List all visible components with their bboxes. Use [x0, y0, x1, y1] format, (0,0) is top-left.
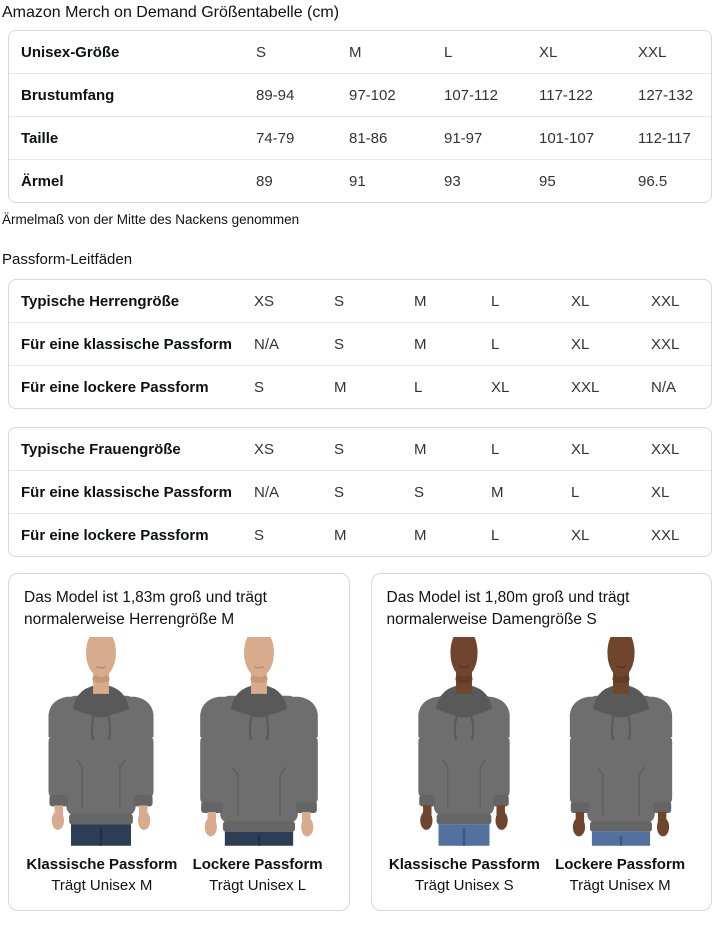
- model-cards: [8, 573, 712, 911]
- size-value: XXL: [651, 526, 680, 544]
- row-label: Für eine klassische Passform: [21, 483, 232, 501]
- size-value: S: [254, 378, 265, 396]
- size-value: 91: [349, 172, 366, 190]
- size-value: M: [414, 440, 427, 458]
- model-photo-male-loose: [184, 637, 334, 852]
- size-value: XL: [571, 526, 590, 544]
- fit-label: Lockere Passform: [192, 856, 323, 873]
- mens-fit-table: [8, 279, 712, 409]
- row-label: Typische Frauengröße: [21, 440, 181, 458]
- size-value: XXL: [651, 335, 680, 353]
- caption: [387, 855, 543, 898]
- table-row: [9, 322, 711, 365]
- table-row: [9, 428, 711, 470]
- fit-guides-heading: Passform-Leitfäden: [2, 251, 133, 268]
- size-value: 96.5: [638, 172, 668, 190]
- table-header-row: [9, 31, 711, 73]
- size-value: S: [334, 440, 345, 458]
- size-value: S: [254, 526, 265, 544]
- womens-fit-table: [8, 427, 712, 557]
- row-label: Ärmel: [21, 172, 64, 190]
- column-header: XXL: [638, 43, 667, 61]
- column-header: L: [444, 43, 453, 61]
- photo-captions: [24, 855, 336, 898]
- size-label: Trägt Unisex M: [51, 877, 153, 895]
- table-row: [9, 73, 711, 116]
- size-value: 93: [444, 172, 461, 190]
- size-value: N/A: [254, 483, 280, 501]
- size-value: L: [491, 526, 500, 544]
- size-value: L: [414, 378, 423, 396]
- table-row: [9, 280, 711, 322]
- size-value: M: [414, 292, 427, 310]
- size-value: XXL: [651, 292, 680, 310]
- caption: [24, 855, 180, 898]
- size-value: XL: [571, 440, 590, 458]
- size-value: S: [334, 483, 345, 501]
- size-value: S: [334, 335, 345, 353]
- size-value: XL: [491, 378, 510, 396]
- size-value: L: [491, 440, 500, 458]
- size-value: 127-132: [638, 86, 694, 104]
- size-value: 89: [256, 172, 273, 190]
- size-value: M: [414, 526, 427, 544]
- size-value: 91-97: [444, 129, 483, 147]
- photo-captions: [387, 855, 699, 898]
- size-value: M: [414, 335, 427, 353]
- model-photo-female-loose: [546, 637, 696, 852]
- row-label: Für eine lockere Passform: [21, 526, 209, 544]
- model-photos: [387, 637, 699, 852]
- table-row: [9, 116, 711, 159]
- row-label: Für eine lockere Passform: [21, 378, 209, 396]
- column-header: XL: [539, 43, 558, 61]
- size-value: S: [414, 483, 425, 501]
- size-value: L: [571, 483, 580, 501]
- male-model-card: [8, 573, 350, 911]
- size-value: M: [491, 483, 504, 501]
- fit-label: Klassische Passform: [388, 856, 540, 873]
- size-value: XS: [254, 292, 275, 310]
- model-photo-female-classic: [389, 637, 539, 852]
- table-row: [9, 470, 711, 513]
- row-label: Unisex-Größe: [21, 43, 120, 61]
- size-label: Trägt Unisex L: [209, 877, 307, 895]
- sleeve-measurement-footnote: Ärmelmaß von der Mitte des Nackens genommen: [2, 212, 300, 227]
- size-value: XXL: [571, 378, 600, 396]
- size-value: M: [334, 526, 347, 544]
- size-label: Trägt Unisex S: [415, 877, 514, 895]
- size-value: 95: [539, 172, 556, 190]
- table-row: [9, 513, 711, 556]
- size-value: N/A: [651, 378, 677, 396]
- size-value: 97-102: [349, 86, 396, 104]
- column-header: S: [256, 43, 267, 61]
- table-row: [9, 365, 711, 408]
- size-value: 101-107: [539, 129, 595, 147]
- fit-label: Klassische Passform: [26, 856, 178, 873]
- size-value: S: [334, 292, 345, 310]
- row-label: Für eine klassische Passform: [21, 335, 232, 353]
- size-value: XXL: [651, 440, 680, 458]
- fit-label: Lockere Passform: [555, 856, 686, 873]
- row-label: Brustumfang: [21, 86, 115, 104]
- size-value: XL: [571, 292, 590, 310]
- size-value: 117-122: [539, 86, 593, 104]
- model-description: Das Model ist 1,80m groß und trägt normalerweise Damengröße S: [386, 589, 630, 628]
- size-value: 112-117: [638, 129, 691, 147]
- caption: [542, 855, 698, 898]
- size-value: N/A: [254, 335, 280, 353]
- size-value: 74-79: [256, 129, 295, 147]
- table-row: [9, 159, 711, 202]
- female-model-card: [371, 573, 713, 911]
- model-photos: [24, 637, 336, 852]
- size-value: L: [491, 335, 500, 353]
- size-value: XS: [254, 440, 275, 458]
- model-photo-male-classic: [26, 637, 176, 852]
- caption: [180, 855, 336, 898]
- unisex-size-table: [8, 30, 712, 203]
- row-label: Taille: [21, 129, 59, 147]
- size-value: 89-94: [256, 86, 295, 104]
- size-value: 107-112: [444, 86, 498, 104]
- size-value: XL: [651, 483, 670, 501]
- size-label: Trägt Unisex M: [569, 877, 671, 895]
- size-value: M: [334, 378, 347, 396]
- page-title: Amazon Merch on Demand Größentabelle (cm): [2, 4, 340, 21]
- column-header: M: [349, 43, 362, 61]
- size-value: L: [491, 292, 500, 310]
- row-label: Typische Herrengröße: [21, 292, 180, 310]
- size-value: XL: [571, 335, 590, 353]
- size-value: 81-86: [349, 129, 388, 147]
- model-description: Das Model ist 1,83m groß und trägt normalerweise Herrengröße M: [24, 589, 267, 628]
